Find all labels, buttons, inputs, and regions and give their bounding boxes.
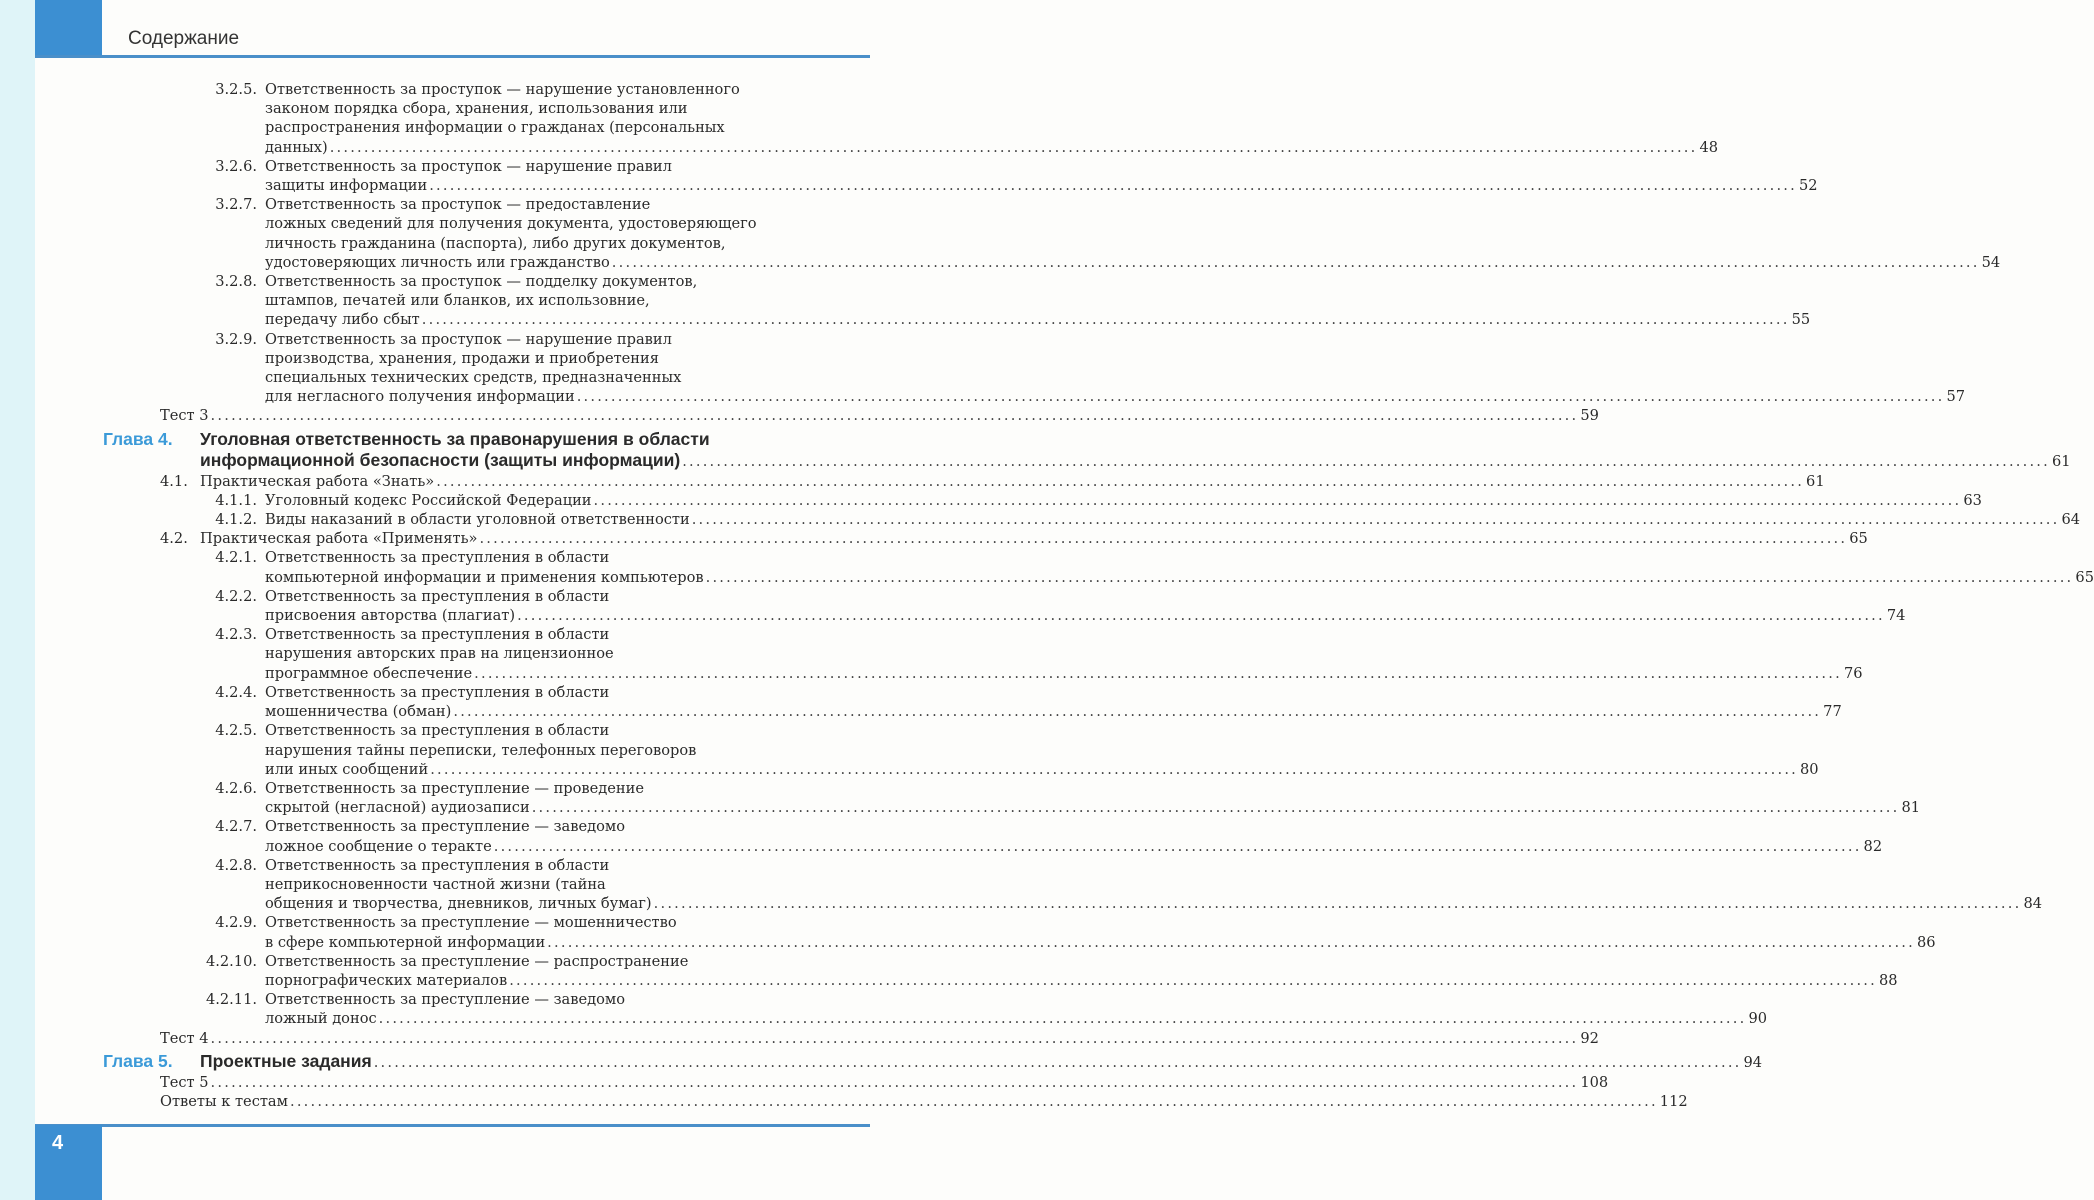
- entry-page: 55: [1791, 311, 1811, 329]
- entry-text: Ответственность за преступление — проведение: [265, 779, 644, 797]
- entry-text: защиты информации: [265, 177, 428, 195]
- entry-text: Ответственность за преступления в области: [265, 626, 610, 644]
- entry-text: ложных сведений для получения документа, удостоверяющего: [265, 215, 757, 233]
- toc-entry: [0, 510, 2081, 529]
- entry-text: в сфере компьютерной информации: [265, 933, 546, 951]
- entry-number: 4.2.4.: [215, 683, 257, 701]
- dot-leader: ........................................................................................................................................................................................................: [493, 837, 1862, 855]
- toc-entry: [0, 1092, 1688, 1111]
- entry-page: 108: [1580, 1073, 1609, 1091]
- toc-entry: [0, 491, 1982, 510]
- entry-text: Уголовный кодекс Российской Федерации: [265, 491, 592, 509]
- toc-entry: [0, 1029, 1599, 1048]
- entry-number: 4.2.7.: [215, 818, 257, 836]
- entry-number: 3.2.5.: [215, 81, 257, 98]
- entry-page: 52: [1798, 177, 1818, 195]
- entry-page: 80: [1800, 760, 1819, 778]
- dot-leader: ........................................................................................................................................................................................................: [682, 452, 2050, 470]
- entry-text: данных): [265, 138, 328, 156]
- dot-leader: ........................................................................................................................................................................................................: [453, 703, 1822, 721]
- dot-leader: ........................................................................................................................................................................................................: [531, 799, 1900, 817]
- entry-text: Ответственность за проступок — нарушение установленного: [265, 81, 740, 98]
- dot-leader: ........................................................................................................................................................................................................: [378, 1010, 1747, 1028]
- entry-page: 77: [1823, 703, 1842, 721]
- toc-entry: [0, 990, 1768, 1028]
- entry-text: Уголовная ответственность за правонарушения в области: [200, 428, 710, 449]
- dot-leader: ........................................................................................................................................................................................................: [373, 1053, 1742, 1071]
- dot-leader: ........................................................................................................................................................................................................: [691, 511, 2060, 529]
- entry-number: 4.1.2.: [215, 511, 257, 529]
- dot-leader: ........................................................................................................................................................................................................: [210, 1073, 1579, 1091]
- entry-text: или иных сообщений: [265, 760, 429, 778]
- toc-entry: [0, 856, 2043, 914]
- entry-text: штампов, печатей или бланков, их использовние,: [265, 292, 650, 310]
- entry-page: 81: [1901, 799, 1921, 817]
- page-number: 4: [52, 1132, 64, 1154]
- entry-text: Ответственность за преступление — распространение: [265, 952, 689, 970]
- entry-text: Ответственность за преступления в области: [265, 683, 610, 701]
- toc-entry: [0, 817, 1883, 855]
- entry-number: Глава 5.: [103, 1050, 173, 1071]
- toc-entry: [0, 195, 2001, 272]
- entry-text: информационной безопасности (защиты информации): [200, 449, 681, 470]
- page-title: Содержание: [128, 28, 240, 49]
- entry-number: 4.1.1.: [215, 491, 257, 509]
- entry-text: мошенничества (обман): [265, 703, 452, 721]
- entry-text: Ответственность за проступок — подделку документов,: [265, 273, 698, 291]
- entry-text: неприкосновенности частной жизни (тайна: [265, 875, 606, 893]
- dot-leader: ........................................................................................................................................................................................................: [705, 568, 2074, 586]
- dot-leader: ........................................................................................................................................................................................................: [547, 933, 1915, 951]
- entry-page: 88: [1878, 971, 1898, 989]
- entry-text: специальных технических средств, предназначенных: [265, 369, 682, 387]
- entry-page: 59: [1580, 407, 1599, 425]
- toc-entry: [0, 1073, 1609, 1092]
- entry-text: Ответственность за преступления в области: [265, 722, 610, 740]
- entry-text: Тест 4: [160, 1029, 209, 1047]
- entry-text: порнографических материалов: [265, 971, 508, 989]
- entry-text: программное обеспечение: [265, 664, 473, 682]
- entry-page: 74: [1886, 607, 1906, 625]
- dot-leader: ........................................................................................................................................................................................................: [429, 177, 1797, 195]
- entry-page: 86: [1916, 933, 1936, 951]
- entry-text: производства, хранения, продажи и приобретения: [265, 349, 659, 367]
- entry-page: 61: [2051, 452, 2071, 470]
- toc-entry: [0, 952, 1898, 990]
- entry-number: 4.2.10.: [205, 952, 257, 970]
- entry-page: 57: [1946, 388, 1966, 406]
- entry-text: Тест 5: [160, 1073, 209, 1091]
- entry-text: Ответственность за проступок — предоставление: [265, 196, 651, 214]
- entry-text: Ответы к тестам: [160, 1092, 288, 1110]
- entry-text: Ответственность за преступления в области: [265, 856, 610, 874]
- entry-number: 3.2.9.: [215, 330, 257, 348]
- entry-page: 92: [1580, 1029, 1599, 1047]
- entry-number: 4.2.1.: [215, 549, 257, 567]
- entry-text: общения и творчества, дневников, личных бумаг): [265, 895, 652, 913]
- entry-text: нарушения авторских прав на лицензионное: [265, 645, 614, 663]
- entry-text: Ответственность за проступок — нарушение правил: [265, 330, 672, 348]
- entry-text: Практическая работа «Применять»: [200, 530, 478, 548]
- entry-number: 4.2.: [160, 530, 188, 548]
- entry-number: 4.2.5.: [215, 722, 257, 740]
- entry-text: Тест 3: [160, 407, 209, 425]
- entry-page: 112: [1659, 1092, 1688, 1110]
- entry-text: ложный донос: [265, 1010, 377, 1028]
- dot-leader: ........................................................................................................................................................................................................: [210, 407, 1579, 425]
- header-rule: [35, 55, 870, 58]
- entry-text: распространения информации о гражданах (персональных: [265, 119, 725, 137]
- dot-leader: ........................................................................................................................................................................................................: [430, 760, 1799, 778]
- entry-text: ложное сообщение о теракте: [265, 837, 492, 855]
- toc-entry: [0, 272, 1811, 330]
- entry-text: Ответственность за преступления в области: [265, 549, 610, 567]
- entry-page: 90: [1748, 1010, 1768, 1028]
- entry-page: 54: [1981, 253, 2001, 271]
- entry-text: скрытой (негласной) аудиозаписи: [265, 799, 530, 817]
- toc-entry: [0, 587, 1906, 625]
- entry-text: Ответственность за преступление — заведомо: [265, 818, 625, 836]
- entry-page: 61: [1806, 472, 1825, 490]
- entry-text: присвоения авторства (плагиат): [265, 607, 516, 625]
- entry-number: 4.2.6.: [215, 779, 257, 797]
- footer-rule: [35, 1124, 870, 1127]
- entry-text: Проектные задания: [200, 1050, 372, 1071]
- entry-number: 3.2.7.: [215, 196, 257, 214]
- toc-entry: [0, 779, 1921, 817]
- entry-text: Ответственность за проступок — нарушение правил: [265, 157, 672, 175]
- entry-page: 48: [1699, 138, 1719, 156]
- table-of-contents: [0, 80, 2094, 1111]
- entry-text: нарушения тайны переписки, телефонных переговоров: [265, 741, 697, 759]
- dot-leader: ........................................................................................................................................................................................................: [479, 530, 1848, 548]
- entry-text: Ответственность за преступления в области: [265, 587, 610, 605]
- entry-number: 4.2.2.: [215, 587, 257, 605]
- header-tab: [35, 0, 102, 57]
- dot-leader: ........................................................................................................................................................................................................: [576, 388, 1945, 406]
- toc-chapter: [0, 428, 2071, 472]
- toc-entry: [0, 406, 1599, 425]
- entry-number: 4.2.11.: [205, 991, 257, 1009]
- entry-number: 3.2.8.: [215, 273, 257, 291]
- toc-entry: [0, 913, 1936, 951]
- toc-entry: [0, 157, 1818, 195]
- dot-leader: ........................................................................................................................................................................................................: [611, 253, 1980, 271]
- dot-leader: ........................................................................................................................................................................................................: [474, 664, 1842, 682]
- entry-text: законом порядка сбора, хранения, использования или: [265, 100, 688, 118]
- entry-number: Глава 4.: [103, 428, 173, 449]
- dot-leader: ........................................................................................................................................................................................................: [290, 1092, 1658, 1110]
- entry-page: 63: [1963, 491, 1982, 509]
- entry-number: 4.2.8.: [215, 856, 257, 874]
- entry-text: для негласного получения информации: [265, 388, 575, 406]
- entry-number: 3.2.6.: [215, 157, 257, 175]
- footer-tab: [35, 1125, 102, 1200]
- entry-number: 4.2.3.: [215, 626, 257, 644]
- entry-page: 65: [1849, 530, 1868, 548]
- toc-entry: [0, 330, 1966, 407]
- entry-text: удостоверяющих личность или гражданство: [265, 253, 610, 271]
- dot-leader: ........................................................................................................................................................................................................: [593, 491, 1962, 509]
- dot-leader: ........................................................................................................................................................................................................: [653, 895, 2022, 913]
- dot-leader: ........................................................................................................................................................................................................: [329, 138, 1698, 156]
- entry-number: 4.2.9.: [215, 914, 257, 932]
- toc-entry: [0, 683, 1842, 721]
- entry-number: 4.1.: [160, 472, 188, 490]
- toc-entry: [0, 80, 1719, 157]
- entry-page: 65: [2075, 568, 2094, 586]
- toc-chapter: [0, 1050, 1763, 1073]
- entry-text: Ответственность за преступление — мошенничество: [265, 914, 677, 932]
- toc-entry: [0, 721, 1819, 779]
- dot-leader: ........................................................................................................................................................................................................: [421, 311, 1790, 329]
- entry-page: 76: [1843, 664, 1863, 682]
- dot-leader: ........................................................................................................................................................................................................: [436, 472, 1805, 490]
- dot-leader: ........................................................................................................................................................................................................: [210, 1029, 1579, 1047]
- entry-text: личность гражданина (паспорта), либо других документов,: [265, 234, 726, 252]
- toc-entry: [0, 548, 2094, 586]
- entry-page: 84: [2023, 895, 2043, 913]
- entry-text: передачу либо сбыт: [265, 311, 420, 329]
- dot-leader: ........................................................................................................................................................................................................: [517, 607, 1885, 625]
- entry-text: компьютерной информации и применения компьютеров: [265, 568, 704, 586]
- entry-page: 64: [2061, 511, 2081, 529]
- entry-text: Виды наказаний в области уголовной ответственности: [265, 511, 690, 529]
- entry-page: 94: [1743, 1053, 1763, 1071]
- entry-page: 82: [1863, 837, 1883, 855]
- dot-leader: ........................................................................................................................................................................................................: [509, 971, 1877, 989]
- toc-entry: [0, 529, 1868, 548]
- toc-entry: [0, 472, 1825, 491]
- toc-entry: [0, 625, 1863, 683]
- entry-text: Практическая работа «Знать»: [200, 472, 435, 490]
- entry-text: Ответственность за преступление — заведомо: [265, 991, 625, 1009]
